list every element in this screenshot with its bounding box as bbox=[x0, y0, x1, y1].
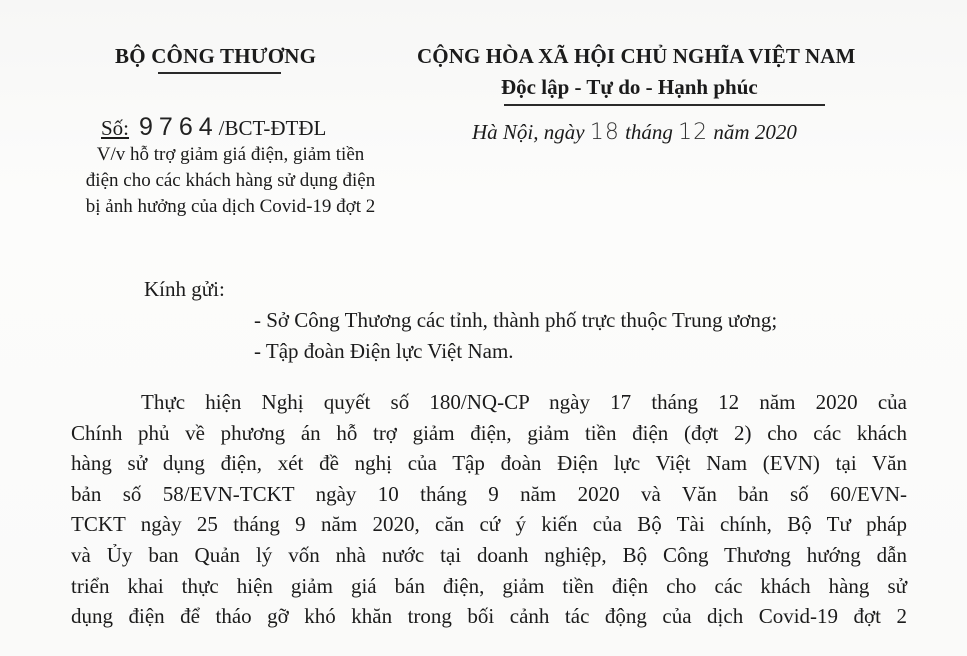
recipient-item: - Sở Công Thương các tỉnh, thành phố trực thuộc Trung ương; bbox=[254, 308, 778, 332]
body-paragraph bbox=[71, 387, 907, 632]
document-number-label: Số: bbox=[101, 116, 130, 140]
date-month-handwritten: 12 bbox=[678, 120, 709, 145]
national-motto: Độc lập - Tự do - Hạnh phúc bbox=[501, 75, 758, 99]
body-line: hàng sử dụng điện, xét đề nghị của Tập đoàn Điện lực Việt Nam (EVN) tại Văn bbox=[71, 451, 907, 476]
document-number bbox=[101, 113, 326, 142]
date-month-prefix: tháng bbox=[619, 120, 679, 144]
body-line: dụng điện để tháo gỡ khó khăn trong bối cảnh tác động của dịch Covid-19 đợt 2 bbox=[71, 604, 907, 629]
issuer-underline bbox=[158, 72, 281, 74]
body-line: và Ủy ban Quản lý vốn nhà nước tại doanh nghiệp, Bộ Công Thương hướng dẫn bbox=[71, 542, 907, 567]
motto-underline bbox=[504, 104, 825, 106]
nation-title: CỘNG HÒA XÃ HỘI CHỦ NGHĨA VIỆT NAM bbox=[417, 44, 856, 68]
body-line: Chính phủ về phương án hỗ trợ giảm điện, giảm tiền điện (đợt 2) cho các khách bbox=[71, 420, 907, 445]
body-line: triển khai thực hiện giảm giá bán điện, giảm tiền điện cho các khách hàng sử bbox=[71, 573, 907, 598]
salutation: Kính gửi: bbox=[144, 277, 225, 301]
subject-line: bị ảnh hưởng của dịch Covid-19 đợt 2 bbox=[85, 196, 376, 217]
document-subject bbox=[58, 142, 403, 220]
dateline bbox=[472, 120, 797, 145]
subject-line: điện cho các khách hàng sử dụng điện bbox=[85, 170, 376, 191]
body-line: Thực hiện Nghị quyết số 180/NQ-CP ngày 17 tháng 12 năm 2020 của bbox=[141, 390, 907, 414]
document-number-value: 9764 bbox=[139, 113, 219, 141]
date-place-prefix: Hà Nội, ngày bbox=[472, 120, 590, 144]
recipient-item: - Tập đoàn Điện lực Việt Nam. bbox=[254, 339, 514, 363]
document-number-suffix: /BCT-ĐTĐL bbox=[218, 116, 327, 140]
subject-line: V/v hỗ trợ giảm giá điện, giảm tiền bbox=[96, 144, 365, 165]
body-line: TCKT ngày 25 tháng 9 năm 2020, căn cứ ý kiến của Bộ Tài chính, Bộ Tư pháp bbox=[71, 512, 907, 537]
body-line: bản số 58/EVN-TCKT ngày 10 tháng 9 năm 2020 và Văn bản số 60/EVN- bbox=[71, 481, 907, 506]
issuer-name: BỘ CÔNG THƯƠNG bbox=[115, 44, 317, 68]
date-day-handwritten: 18 bbox=[589, 120, 620, 145]
date-year: năm 2020 bbox=[708, 120, 797, 144]
